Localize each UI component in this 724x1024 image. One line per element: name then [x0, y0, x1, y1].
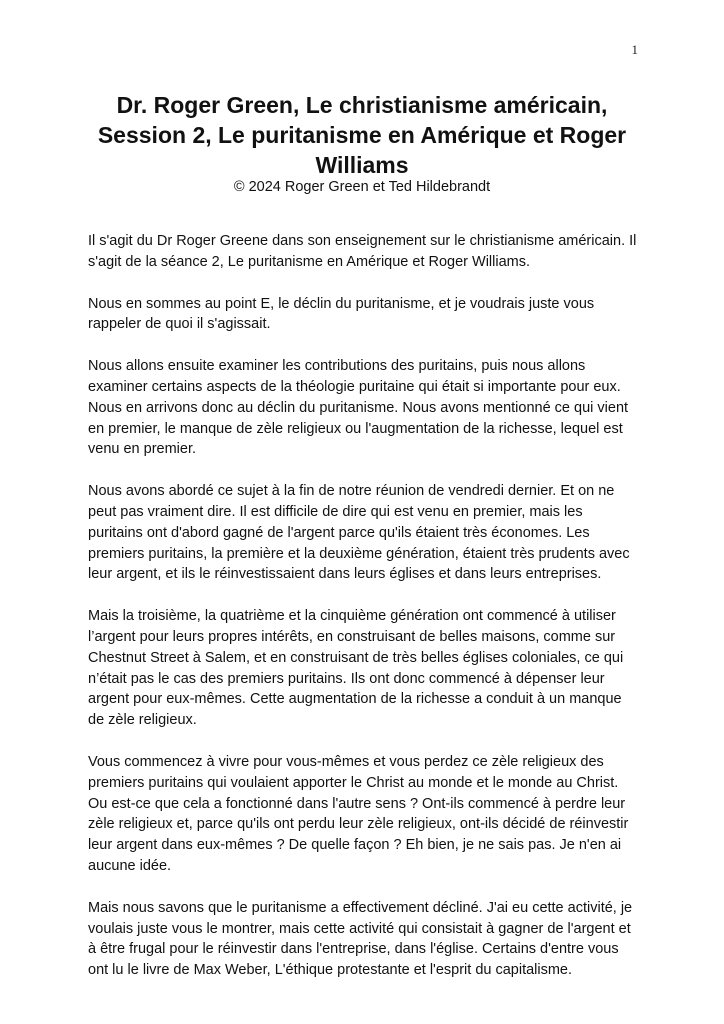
page-number: 1 — [631, 42, 638, 57]
document-body — [88, 231, 640, 1002]
paragraph: Nous avons abordé ce sujet à la fin de notre réunion de vendredi dernier. Et on ne peut pas vraiment dire. Il est difficile de dire qui est venu en premier, mais les puritains ont d'abord gagné de l'argent parce qu'ils étaient très économes. Les premiers puritains, la première et la deuxième génération, étaient très prudents avec leur argent, et ils le réinvestissaient dans leurs églises et dans leurs entreprises. — [88, 483, 630, 583]
document-title: Dr. Roger Green, Le christianisme américain, Session 2, Le puritanisme en Amérique et Roger Williams — [97, 92, 627, 178]
copyright-line: © 2024 Roger Green et Ted Hildebrandt — [233, 179, 491, 195]
paragraph: Il s'agit du Dr Roger Greene dans son enseignement sur le christianisme américain. Il s'agit de la séance 2, Le puritanisme en Amérique et Roger Williams. — [88, 233, 637, 270]
paragraph: Mais la troisième, la quatrième et la cinquième génération ont commencé à utiliser l’argent pour leurs propres intérêts, en construisant de belles maisons, comme sur Chestnut Street à Salem, et en construisant de très belles églises coloniales, ce qui n’était pas le cas des premiers puritains. Ils ont donc commencé à dépenser leur argent pour eux-mêmes. Cette augmentation de la richesse a conduit à un manque de zèle religieux. — [88, 608, 624, 729]
paragraph: Nous en sommes au point E, le déclin du puritanisme, et je voudrais juste vous rappeler de quoi il s'agissait. — [88, 295, 595, 333]
paragraph: Nous allons ensuite examiner les contributions des puritains, puis nous allons examiner certains aspects de la théologie puritaine qui était si importante pour eux. Nous en arrivons donc au déclin du puritanisme. Nous avons mentionné ce qui vient en premier, le manque de zèle religieux ou l'augmentation de la richesse, lequel est venu en premier. — [88, 358, 629, 458]
paragraph: Vous commencez à vivre pour vous-mêmes et vous perdez ce zèle religieux des premiers puritains qui voulaient apporter le Christ au monde et le monde au Christ. Ou est-ce que cela a fonctionné dans l'autre sens ? Ont-ils commencé à perdre leur zèle religieux et, parce qu'ils ont perdu leur zèle religieux, ont-ils décidé de réinvestir leur argent dans eux-mêmes ? De quelle façon ? Eh bien, je ne sais pas. Je n'en ai aucune idée. — [88, 753, 629, 874]
paragraph: Mais nous savons que le puritanisme a effectivement décliné. J'ai eu cette activité, je voulais juste vous le montrer, mais cette activité qui consistait à gagner de l'argent et à être frugal pour le réinvestir dans l'entreprise, dans l'église. Certains d'entre vous ont lu le livre de Max Weber, L'éthique protestante et l'esprit du capitalisme. — [88, 899, 633, 979]
